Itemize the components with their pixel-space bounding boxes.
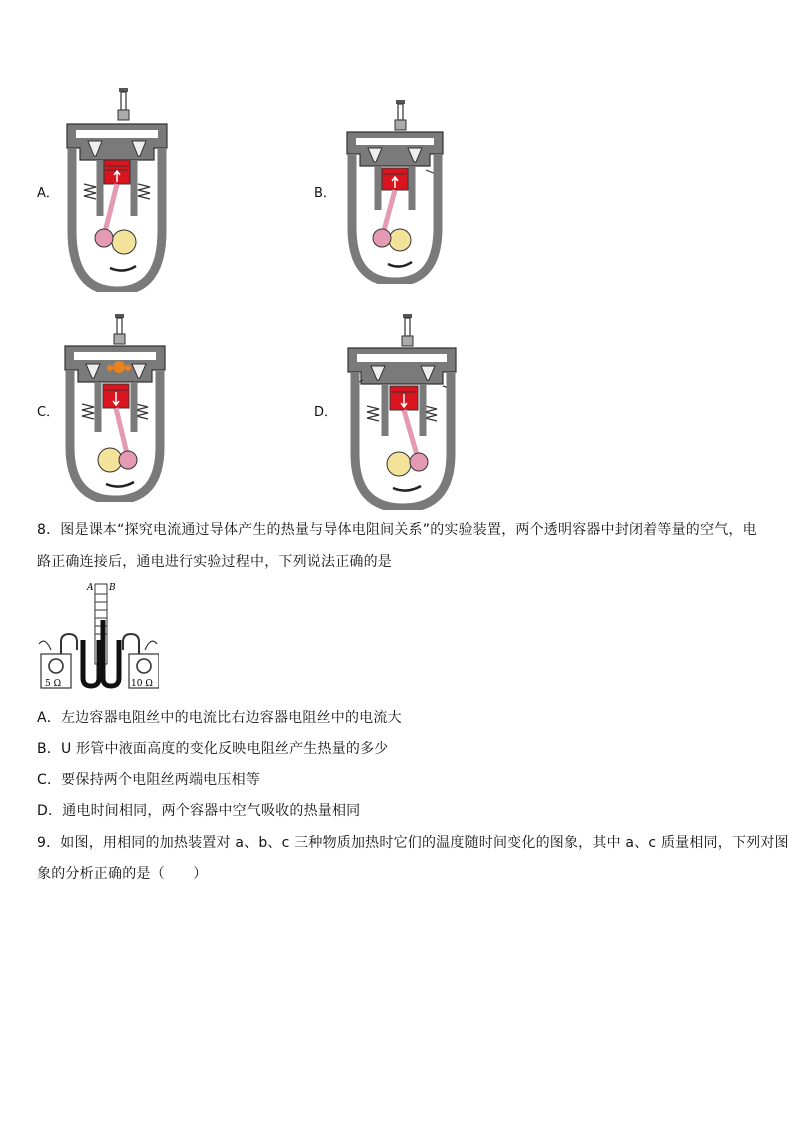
option-c-label: C． — [37, 405, 60, 420]
option-a-label: A． — [37, 186, 59, 201]
engine-diagram-c — [60, 312, 170, 502]
engine-diagram-d — [343, 312, 461, 510]
tube-b-label: B — [109, 583, 116, 593]
engine-diagram-b — [342, 98, 448, 284]
left-resistor-label: 5 Ω — [45, 679, 62, 689]
engine-diagram-a — [62, 86, 172, 292]
q8-option-b: B．U 形管中液面高度的变化反映电阻丝产生热量的多少 — [37, 741, 389, 757]
q8-option-d: D．通电时间相同，两个容器中空气吸收的热量相同 — [37, 803, 361, 819]
q8-stem-line-2: 路正确连接后，通电进行实验过程中，下列说法正确的是 — [37, 554, 392, 570]
tube-a-label: A — [87, 583, 94, 593]
option-b-label: B． — [314, 186, 336, 201]
q9-stem-line-1: 9．如图，用相同的加热装置对 a、b、c 三种物质加热时它们的温度随时间变化的图象，其中 a、c 质量相同，下列对图 — [37, 835, 789, 851]
q8-option-a: A．左边容器电阻丝中的电流比右边容器电阻丝中的电流大 — [37, 710, 402, 726]
q8-joule-heating-apparatus — [37, 580, 159, 692]
q8-stem-line-1: 8．图是课本“探究电流通过导体产生的热量与导体电阻间关系”的实验装置，两个透明容器中封闭着等量的空气，电 — [37, 522, 757, 538]
option-d-label: D． — [314, 405, 338, 420]
q8-option-c: C．要保持两个电阻丝两端电压相等 — [37, 772, 260, 788]
right-resistor-label: 10 Ω — [131, 679, 153, 689]
q9-stem-line-2: 象的分析正确的是（ ） — [37, 866, 208, 882]
